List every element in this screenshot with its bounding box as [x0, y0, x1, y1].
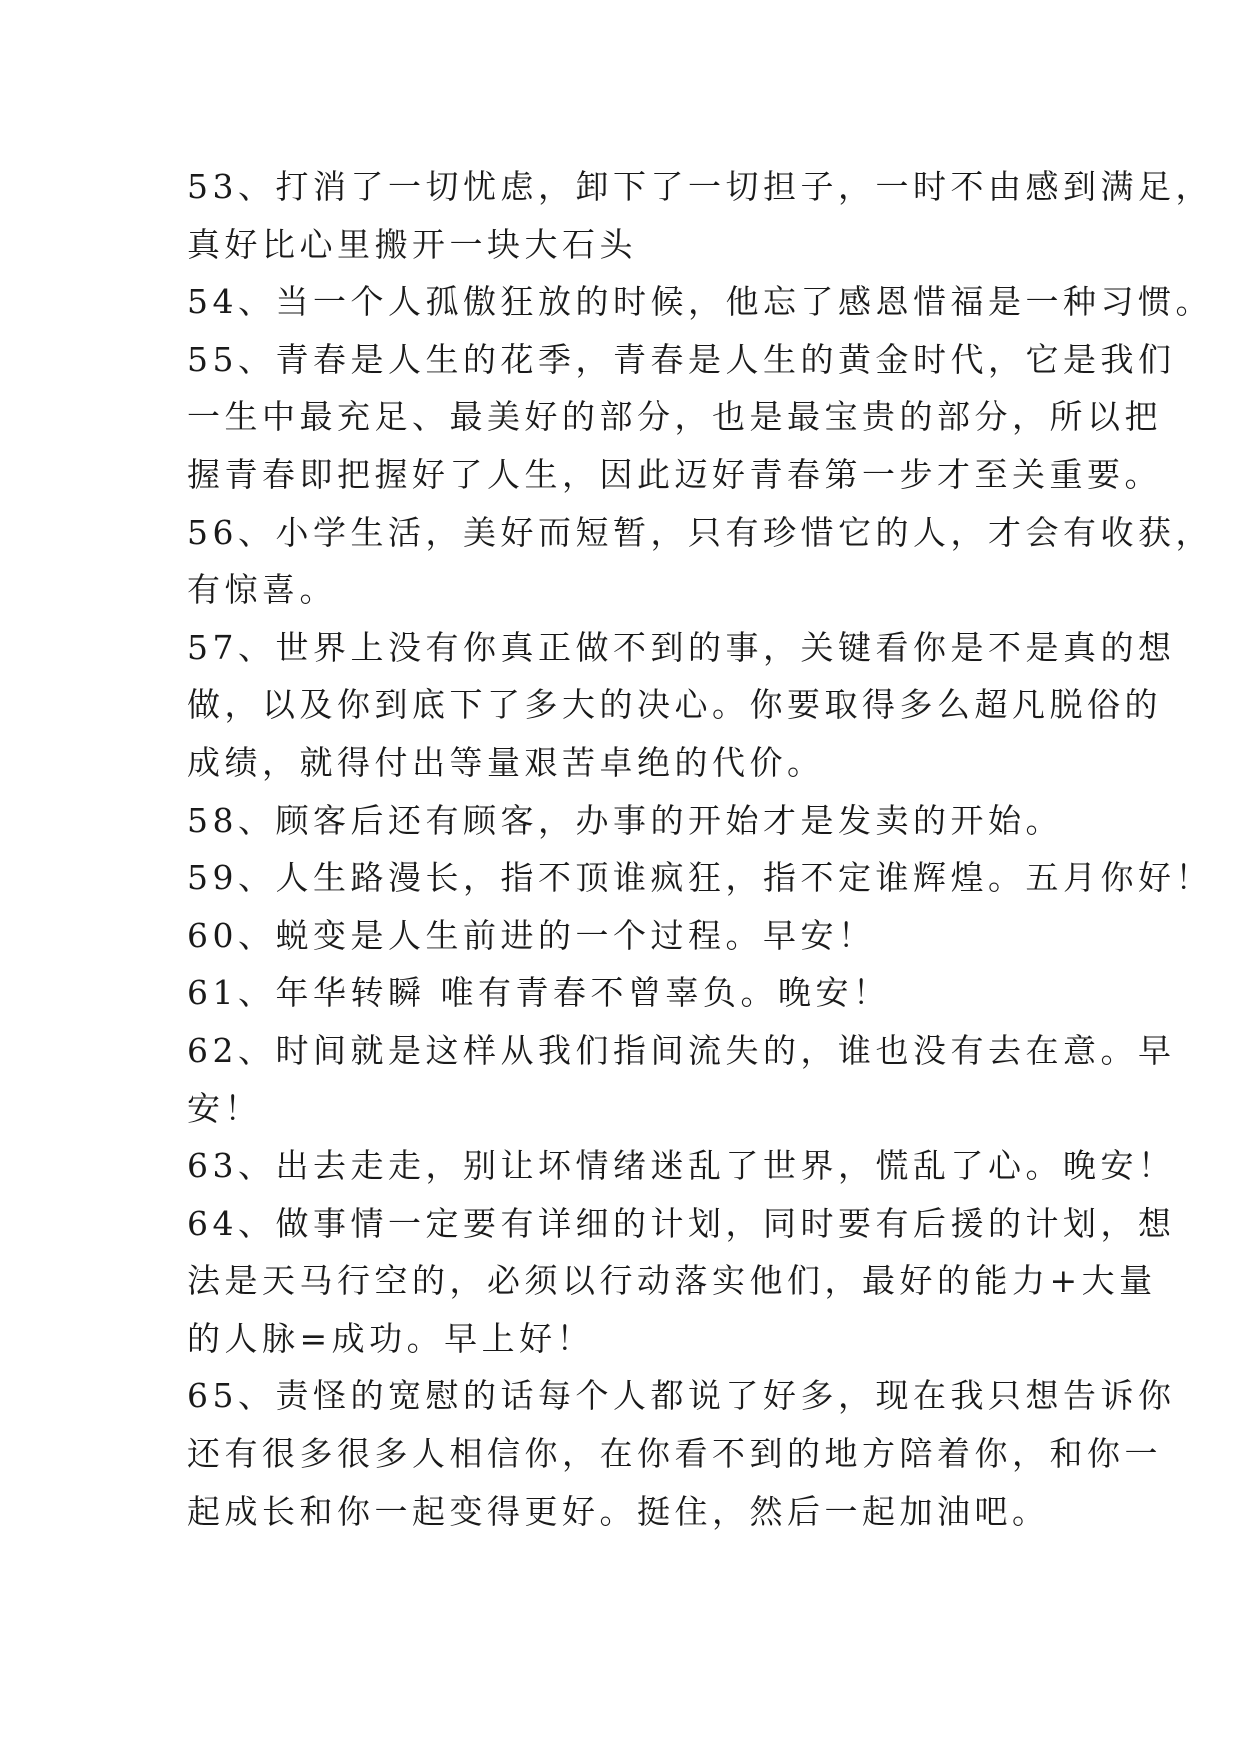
text-line: 53、打消了一切忧虑，卸下了一切担子，一时不由感到满足， — [187, 167, 1213, 206]
text-line: 62、时间就是这样从我们指间流失的，谁也没有去在意。早 — [187, 1030, 1176, 1070]
text-line: 起成长和你一起变得更好。挺住，然后一起加油吧。 — [187, 1491, 1050, 1531]
text-line: 64、做事情一定要有详细的计划，同时要有后援的计划，想 — [187, 1203, 1176, 1243]
text-line: 55、青春是人生的花季，青春是人生的黄金时代，它是我们 — [187, 339, 1176, 379]
text-line: 的人脉=成功。早上好！ — [187, 1318, 595, 1358]
text-line: 握青春即把握好了人生，因此迈好青春第一步才至关重要。 — [187, 454, 1162, 494]
text-line: 法是天马行空的，必须以行动落实他们，最好的能力+大量 — [187, 1261, 1157, 1301]
text-line: 一生中最充足、最美好的部分，也是最宝贵的部分，所以把 — [187, 397, 1162, 437]
text-line: 56、小学生活，美好而短暂，只有珍惜它的人，才会有收获， — [187, 512, 1213, 552]
text-line: 真好比心里搬开一块大石头 — [187, 224, 637, 264]
text-line: 57、世界上没有你真正做不到的事，关键看你是不是真的想 — [187, 627, 1176, 667]
text-line: 60、蜕变是人生前进的一个过程。早安！ — [187, 915, 876, 955]
text-line: 58、顾客后还有顾客，办事的开始才是发卖的开始。 — [187, 800, 1063, 840]
text-line: 65、责怪的宽慰的话每个人都说了好多，现在我只想告诉你 — [187, 1376, 1176, 1416]
text-line: 63、出去走走，别让坏情绪迷乱了世界，慌乱了心。晚安！ — [187, 1146, 1176, 1186]
text-line: 安！ — [187, 1088, 262, 1128]
text-line: 61、年华转瞬 唯有青春不曾辜负。晚安！ — [187, 973, 891, 1013]
text-line: 成绩，就得付出等量艰苦卓绝的代价。 — [187, 742, 825, 782]
text-line: 还有很多很多人相信你，在你看不到的地方陪着你，和你一 — [187, 1434, 1162, 1474]
text-line: 有惊喜。 — [187, 570, 337, 610]
text-line: 54、当一个人孤傲狂放的时候，他忘了感恩惜福是一种习惯。 — [187, 282, 1213, 322]
text-line: 59、人生路漫长，指不顶谁疯狂，指不定谁辉煌。五月你好！ — [187, 858, 1213, 898]
document-body — [187, 158, 1213, 1540]
text-line: 做，以及你到底下了多大的决心。你要取得多么超凡脱俗的 — [187, 685, 1162, 725]
